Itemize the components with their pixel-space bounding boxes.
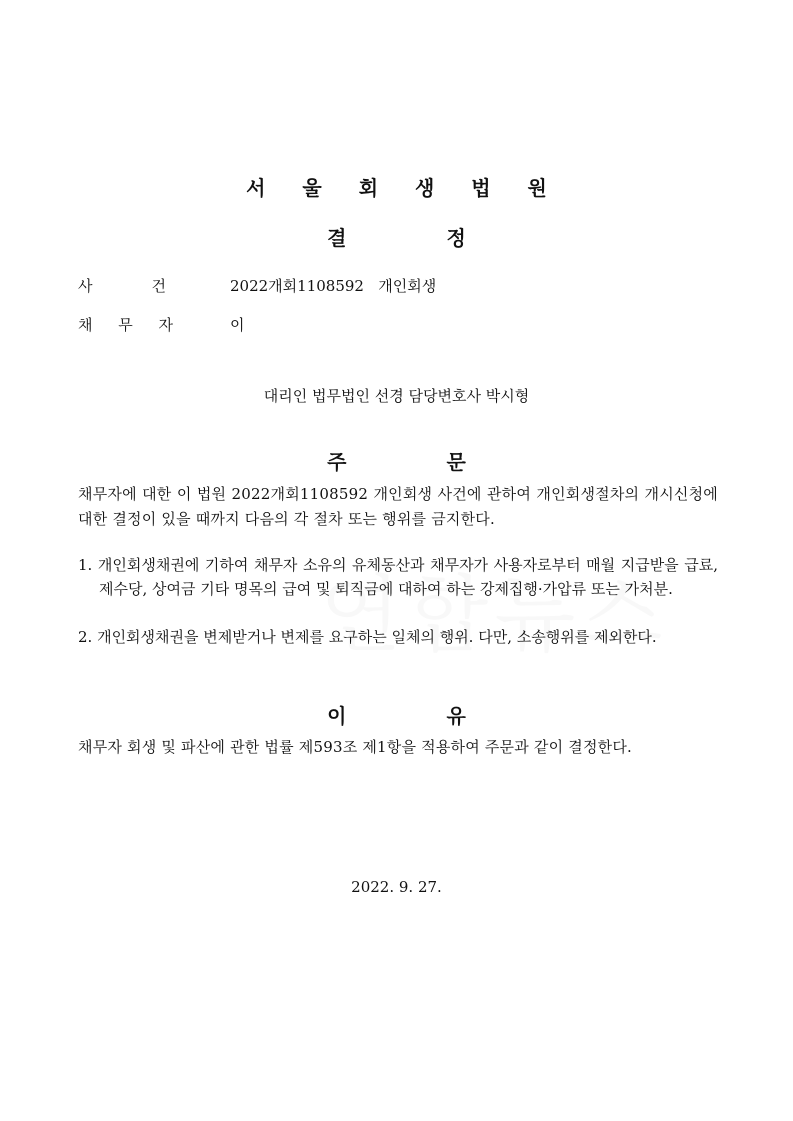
decision-date: 2022. 9. 27.: [351, 878, 442, 896]
debtor-label-char: 자: [158, 316, 173, 334]
debtor-name: 이: [230, 316, 245, 334]
debtor-label: [78, 314, 173, 335]
debtor-label-char: 채: [78, 316, 93, 334]
order-heading-char: 주: [327, 450, 347, 474]
case-label-char: 건: [151, 277, 166, 295]
agent-line: 대리인 법무법인 선경 담당변호사 박시형: [263, 387, 530, 405]
order-item: 2. 개인회생채권을 변제받거나 변제를 요구하는 일체의 행위. 다만, 소송행위를 제외한다.: [78, 628, 657, 646]
document-title: [0, 222, 793, 251]
order-text: 채무자에 대한 이 법원 2022개회1108592 개인회생 사건에 관하여 개인회생절차의 개시신청에 대한 결정이 있을 때까지 다음의 각 절차 또는 행위를 금지한다.: [78, 485, 718, 528]
case-value: [230, 275, 436, 296]
reason-heading: [0, 700, 793, 729]
case-type: 개인회생: [378, 277, 437, 295]
reason-heading-char: 유: [446, 704, 466, 728]
order-heading-char: 문: [446, 450, 466, 474]
debtor-label-char: 무: [118, 316, 133, 334]
reason-heading-char: 이: [327, 704, 347, 728]
case-number: 2022개회1108592: [230, 277, 364, 295]
reason-text: 채무자 회생 및 파산에 관한 법률 제593조 제1항을 적용하여 주문과 같이 결정한다.: [78, 738, 632, 756]
case-label-char: 사: [78, 277, 93, 295]
case-label: [78, 275, 166, 296]
court-name: 서 울 회 생 법 원: [246, 176, 562, 200]
document-title-char: 정: [446, 226, 466, 250]
order-heading: [0, 446, 793, 475]
document-title-char: 결: [327, 226, 347, 250]
order-item: 1. 개인회생채권에 기하여 채무자 소유의 유체동산과 채무자가 사용자로부터 매월 지급받을 급료, 제수당, 상여금 기타 명목의 급여 및 퇴직금에 대하여 하는 강제집행·가압류 또는 가처분.: [78, 556, 718, 598]
